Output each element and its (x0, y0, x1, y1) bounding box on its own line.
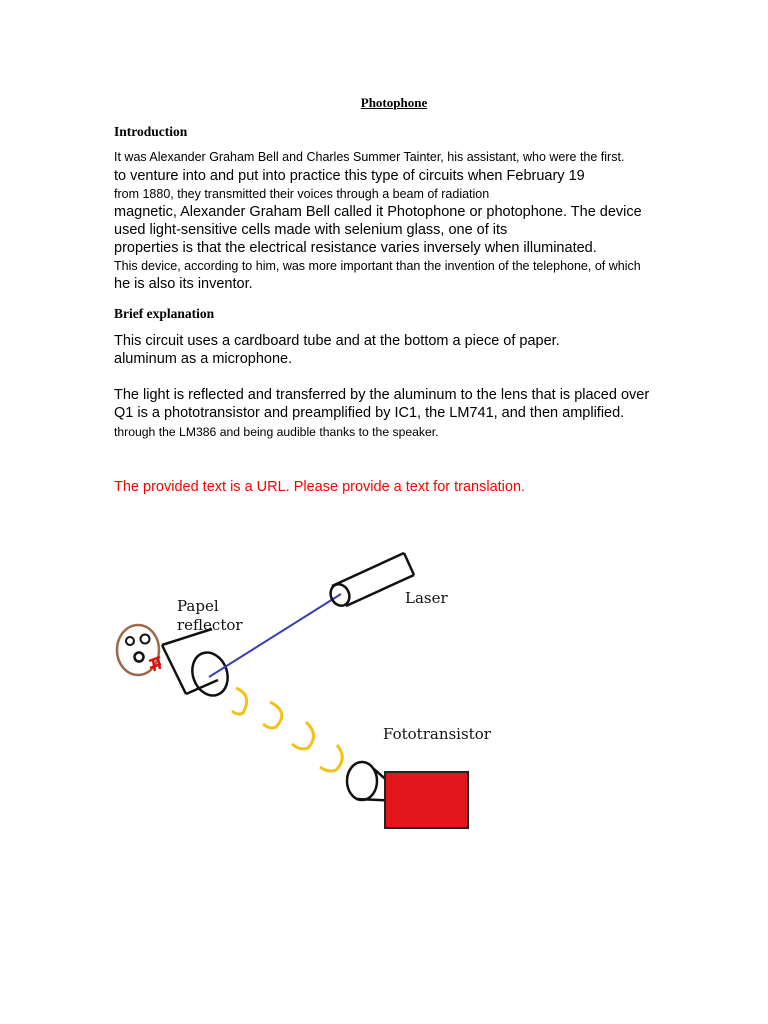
cardboard-tube (162, 629, 218, 694)
label-laser: Laser (405, 589, 448, 607)
sound-wave-1 (232, 688, 247, 714)
sound-wave-3 (292, 722, 314, 749)
label-phototransistor: Fototransistor (383, 725, 491, 743)
intro-line-7: This device, according to him, was more important than the invention of the telephone, of which (114, 259, 641, 273)
intro-line-5: used light-sensitive cells made with selenium glass, one of its (114, 222, 508, 238)
brief-line-5: through the LM386 and being audible thanks to the speaker. (114, 425, 439, 439)
red-note: The provided text is a URL. Please provide a text for translation. (114, 479, 526, 495)
face-right-eye (141, 635, 150, 644)
label-paper: Papel (177, 597, 219, 615)
brief-line-4: Q1 is a phototransistor and preamplified by IC1, the LM741, and then amplified. (114, 405, 625, 421)
intro-line-8: he is also its inventor. (114, 276, 253, 292)
sound-wave-4 (320, 745, 342, 771)
laser-beam (209, 594, 341, 677)
intro-line-4: magnetic, Alexander Graham Bell called it Photophone or photophone. The device (114, 204, 642, 220)
intro-line-2: to venture into and put into practice this type of circuits when February 19 (114, 168, 585, 184)
introduction-heading: Introduction (114, 124, 188, 139)
reflector-lens (187, 648, 234, 701)
brief-explanation-heading: Brief explanation (114, 306, 215, 321)
brief-line-3: The light is reflected and transferred by the aluminum to the lens that is placed over (114, 387, 650, 403)
intro-line-6: properties is that the electrical resistance varies inversely when illuminated. (114, 240, 597, 256)
laser-body (332, 553, 414, 606)
page-title: Photophone (360, 95, 428, 110)
brief-line-1: This circuit uses a cardboard tube and at the bottom a piece of paper. (114, 333, 560, 349)
intro-line-3: from 1880, they transmitted their voices through a beam of radiation (114, 187, 490, 201)
sound-wave-2 (263, 702, 282, 728)
brief-line-2: aluminum as a microphone. (114, 351, 293, 367)
face-mouth (135, 653, 144, 662)
phototransistor-box (385, 772, 468, 828)
intro-line-1: It was Alexander Graham Bell and Charles Summer Tainter, his assistant, who were the first. (114, 150, 625, 164)
photophone-diagram (0, 530, 768, 850)
label-reflector: reflector (177, 616, 243, 634)
face-left-eye (126, 637, 134, 645)
phototransistor-lens (347, 762, 377, 800)
